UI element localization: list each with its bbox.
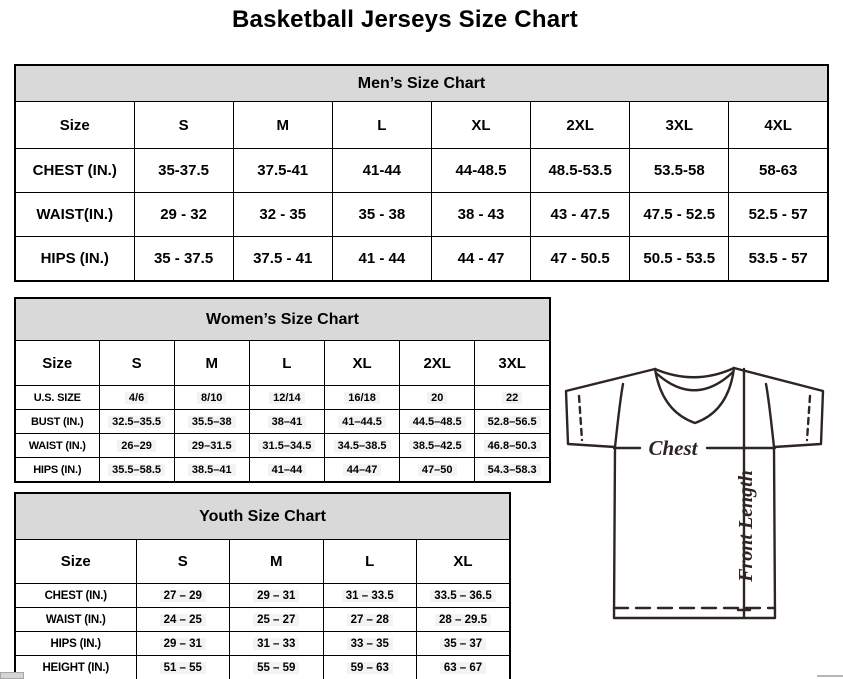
cell-value: 41–44 (268, 464, 307, 476)
cell-value: 29 – 31 (253, 590, 299, 602)
column-header: 2XL (400, 341, 475, 386)
cell-value: 55 – 59 (253, 662, 299, 674)
chest-label: Chest (648, 436, 698, 460)
table-cell (400, 386, 475, 410)
front-length-label: Front Length (735, 470, 757, 582)
cell-value: 28 – 29.5 (435, 614, 491, 626)
table-cell (324, 410, 399, 434)
right-armhole-seam (766, 384, 774, 447)
table-row (15, 410, 550, 434)
row-label: WAIST (IN.) (15, 434, 99, 458)
table-cell: 43 - 47.5 (531, 193, 630, 237)
table-cell: 50.5 - 53.5 (630, 237, 729, 282)
table-cell: 35 - 37.5 (134, 237, 233, 282)
cell-value: 8/10 (197, 392, 226, 404)
cell-value: 38.5–41 (188, 464, 236, 476)
vertical-scrollbar-fragment[interactable] (817, 675, 843, 677)
cell-value: 25 – 27 (253, 614, 299, 626)
table-cell (324, 458, 399, 483)
cell-value: 4/6 (125, 392, 148, 404)
cell-value: 46.8–50.3 (484, 440, 541, 452)
cell-value: 29–31.5 (188, 440, 236, 452)
column-header: Size (15, 102, 134, 149)
table-cell (324, 434, 399, 458)
table-cell (249, 434, 324, 458)
cell-value: 31 – 33.5 (342, 590, 398, 602)
column-header: Size (15, 341, 99, 386)
jersey-outline (566, 368, 823, 618)
table-row (15, 386, 550, 410)
cell-value: 29 – 31 (160, 638, 206, 650)
table-cell (99, 434, 174, 458)
table-row (15, 608, 510, 632)
cell-value: 31.5–34.5 (258, 440, 315, 452)
column-header: M (230, 540, 324, 584)
cell-value: 44–47 (343, 464, 382, 476)
cell-value: 38–41 (268, 416, 307, 428)
table-row (15, 458, 550, 483)
table-cell: 58-63 (729, 149, 828, 193)
table-header-row (15, 102, 828, 149)
table-cell (174, 410, 249, 434)
table-cell (136, 608, 230, 632)
mens-size-table (14, 64, 829, 282)
cell-value: 35.5–58.5 (108, 464, 165, 476)
page-title: Basketball Jerseys Size Chart (232, 6, 578, 33)
table-cell: 38 - 43 (431, 193, 530, 237)
table-cell (324, 386, 399, 410)
cell-value: 27 – 29 (160, 590, 206, 602)
table-cell (323, 608, 417, 632)
cell-value: 20 (427, 392, 447, 404)
table-cell (475, 410, 550, 434)
row-label: WAIST(IN.) (15, 193, 134, 237)
table-row (15, 237, 828, 282)
table-header-row (15, 540, 510, 584)
row-label: WAIST (IN.) (15, 608, 136, 632)
womens-table-caption: Women’s Size Chart (15, 298, 550, 341)
table-cell (99, 410, 174, 434)
cell-value: 31 – 33 (253, 638, 299, 650)
table-cell: 29 - 32 (134, 193, 233, 237)
table-cell: 41-44 (332, 149, 431, 193)
table-cell: 35 - 38 (332, 193, 431, 237)
mens-table-caption: Men’s Size Chart (15, 65, 828, 102)
row-label: CHEST (IN.) (15, 149, 134, 193)
table-row (15, 434, 550, 458)
row-label: BUST (IN.) (15, 410, 99, 434)
table-row (15, 584, 510, 608)
table-cell (417, 656, 511, 679)
table-cell: 37.5 - 41 (233, 237, 332, 282)
cell-value: 27 – 28 (347, 614, 393, 626)
table-row (15, 149, 828, 193)
table-cell (475, 434, 550, 458)
collar-top-arc (655, 368, 734, 377)
cell-value: 52.8–56.5 (484, 416, 541, 428)
cell-value: 12/14 (269, 392, 305, 404)
cell-value: 44.5–48.5 (409, 416, 466, 428)
cell-value: 33.5 – 36.5 (430, 590, 496, 602)
table-caption-row (15, 493, 510, 540)
cell-value: 59 – 63 (347, 662, 393, 674)
table-cell (99, 386, 174, 410)
column-header: L (323, 540, 417, 584)
column-header: XL (417, 540, 511, 584)
table-cell (174, 458, 249, 483)
column-header: L (332, 102, 431, 149)
row-label: HIPS (IN.) (15, 632, 136, 656)
table-cell: 53.5-58 (630, 149, 729, 193)
row-label: HIPS (IN.) (15, 458, 99, 483)
table-cell (230, 656, 324, 679)
table-cell (99, 458, 174, 483)
table-cell (323, 584, 417, 608)
table-row (15, 193, 828, 237)
table-cell (136, 656, 230, 679)
table-cell: 47.5 - 52.5 (630, 193, 729, 237)
table-cell (136, 584, 230, 608)
column-header: S (134, 102, 233, 149)
column-header: 4XL (729, 102, 828, 149)
cell-value: 41–44.5 (338, 416, 386, 428)
left-cuff-dashed-line (579, 396, 582, 440)
column-header: S (99, 341, 174, 386)
table-cell (475, 386, 550, 410)
table-caption-row (15, 298, 550, 341)
table-cell (230, 584, 324, 608)
table-cell: 48.5-53.5 (531, 149, 630, 193)
row-label: U.S. SIZE (15, 386, 99, 410)
column-header: Size (15, 540, 136, 584)
youth-table-caption: Youth Size Chart (15, 493, 510, 540)
table-cell (400, 458, 475, 483)
table-cell (400, 434, 475, 458)
cell-value: 33 – 35 (347, 638, 393, 650)
womens-size-table (14, 297, 551, 483)
column-header: 3XL (630, 102, 729, 149)
column-header: S (136, 540, 230, 584)
column-header: 2XL (531, 102, 630, 149)
table-cell (475, 458, 550, 483)
cell-value: 51 – 55 (160, 662, 206, 674)
row-label: HIPS (IN.) (15, 237, 134, 282)
table-cell: 41 - 44 (332, 237, 431, 282)
cell-value: 16/18 (344, 392, 380, 404)
table-header-row (15, 341, 550, 386)
column-header: XL (431, 102, 530, 149)
cell-value: 34.5–38.5 (334, 440, 391, 452)
table-row (15, 656, 510, 679)
cell-value: 35 – 37 (440, 638, 486, 650)
table-cell (174, 434, 249, 458)
cell-value: 35.5–38 (188, 416, 236, 428)
table-cell: 53.5 - 57 (729, 237, 828, 282)
table-cell (230, 632, 324, 656)
table-cell (417, 584, 511, 608)
table-cell (136, 632, 230, 656)
left-armhole-seam (615, 384, 623, 447)
row-label: HEIGHT (IN.) (15, 656, 136, 679)
table-cell (230, 608, 324, 632)
column-header: XL (324, 341, 399, 386)
horizontal-scrollbar-fragment[interactable] (0, 672, 24, 679)
cell-value: 26–29 (117, 440, 156, 452)
cell-value: 63 – 67 (440, 662, 486, 674)
youth-size-table (14, 492, 511, 679)
jersey-measurement-diagram (556, 358, 843, 668)
table-row (15, 632, 510, 656)
table-cell: 35-37.5 (134, 149, 233, 193)
cell-value: 54.3–58.3 (484, 464, 541, 476)
table-cell: 32 - 35 (233, 193, 332, 237)
table-cell: 37.5-41 (233, 149, 332, 193)
table-cell (323, 656, 417, 679)
table-cell (249, 386, 324, 410)
column-header: L (249, 341, 324, 386)
cell-value: 47–50 (418, 464, 457, 476)
row-label: CHEST (IN.) (15, 584, 136, 608)
table-cell: 44 - 47 (431, 237, 530, 282)
table-caption-row (15, 65, 828, 102)
table-cell: 47 - 50.5 (531, 237, 630, 282)
collar-mid-arc (656, 372, 733, 390)
table-cell (323, 632, 417, 656)
table-cell: 44-48.5 (431, 149, 530, 193)
column-header: 3XL (475, 341, 550, 386)
cell-value: 22 (502, 392, 522, 404)
table-cell (417, 632, 511, 656)
right-cuff-dashed-line (807, 396, 810, 440)
cell-value: 32.5–35.5 (108, 416, 165, 428)
table-cell (249, 458, 324, 483)
column-header: M (233, 102, 332, 149)
table-cell (249, 410, 324, 434)
table-cell (400, 410, 475, 434)
column-header: M (174, 341, 249, 386)
table-cell (417, 608, 511, 632)
cell-value: 24 – 25 (160, 614, 206, 626)
table-cell: 52.5 - 57 (729, 193, 828, 237)
table-cell (174, 386, 249, 410)
cell-value: 38.5–42.5 (409, 440, 466, 452)
